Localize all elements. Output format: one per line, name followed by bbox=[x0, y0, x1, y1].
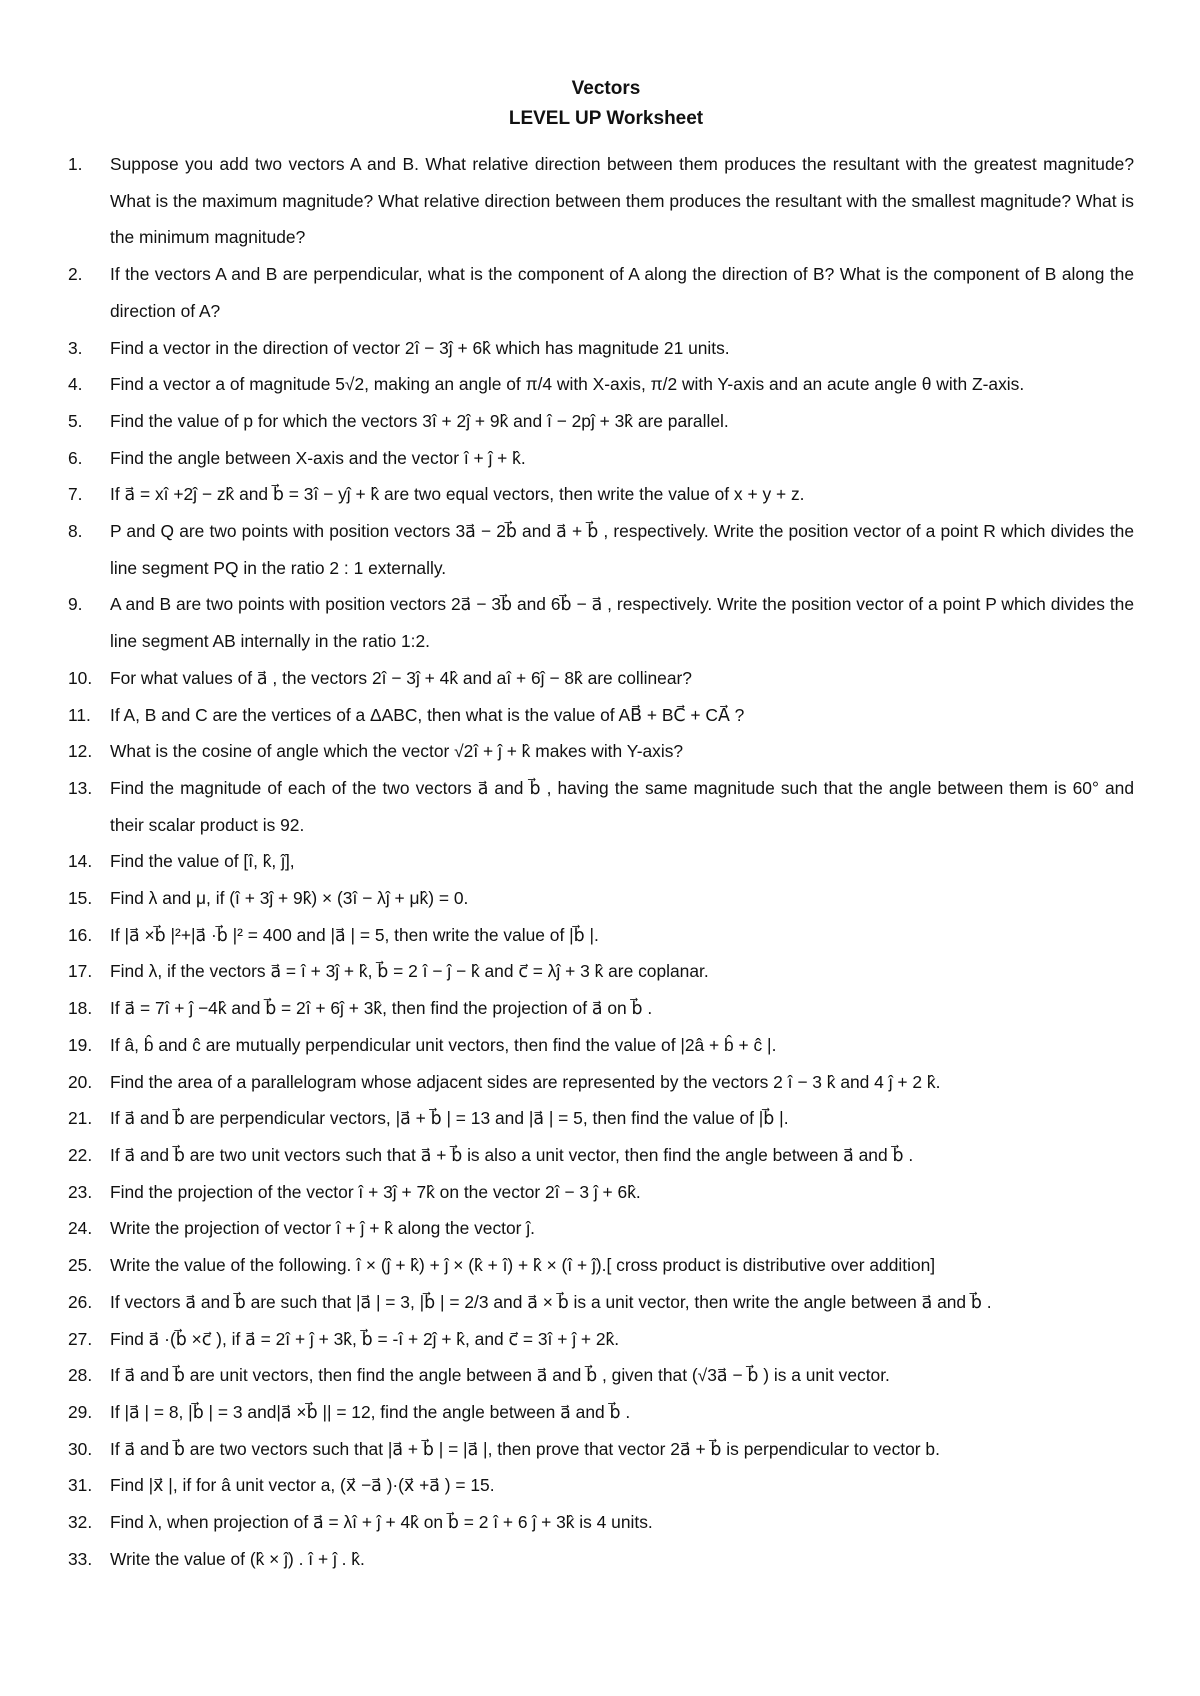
question-number: 14. bbox=[68, 851, 93, 872]
question-text: Write the value of (k̂ × ĵ) . î + ĵ . k̂. bbox=[110, 1548, 365, 1569]
question-text: Find |x⃗ |, if for â unit vector a, (x⃗ −a⃗ )·(x⃗ +a⃗ ) = 15. bbox=[110, 1475, 495, 1496]
question-number: 19. bbox=[68, 1034, 93, 1055]
question-item bbox=[68, 1210, 1134, 1247]
question-number: 7. bbox=[68, 484, 83, 505]
question-number: 27. bbox=[68, 1328, 93, 1349]
question-number: 13. bbox=[68, 777, 93, 798]
question-item bbox=[68, 697, 1134, 734]
question-number: 11. bbox=[68, 704, 91, 725]
question-item bbox=[68, 1394, 1134, 1431]
page-subtitle: LEVEL UP Worksheet bbox=[508, 108, 704, 129]
question-item bbox=[68, 1431, 1134, 1468]
question-number: 29. bbox=[68, 1401, 93, 1422]
question-item bbox=[68, 990, 1134, 1027]
question-text: Suppose you add two vectors A and B. What relative direction between them produces the resultant with the greatest magnitude? What is the maximum magnitude? What relative direction between them produces the resultant with the smallest magnitude? What is the minimum magnitude? bbox=[110, 154, 1134, 248]
question-text: If vectors a⃗ and b⃗ are such that |a⃗ | = 3, |b⃗ | = 2/3 and a⃗ × b⃗ is a unit vector, then write the angle between a⃗ and b⃗ . bbox=[110, 1291, 992, 1312]
question-text: Find λ, if the vectors a⃗ = î + 3ĵ + k̂, b⃗ = 2 î − ĵ − k̂ and c⃗ = λĵ + 3 k̂ are coplanar. bbox=[110, 961, 709, 982]
question-number: 28. bbox=[68, 1365, 93, 1386]
question-item bbox=[68, 330, 1134, 367]
question-text: Find λ and μ, if (î + 3ĵ + 9k̂) × (3î − λĵ + μk̂) = 0. bbox=[110, 888, 469, 909]
question-number: 22. bbox=[68, 1144, 93, 1165]
question-number: 30. bbox=[68, 1438, 93, 1459]
question-number: 23. bbox=[68, 1181, 93, 1202]
question-text: If a⃗ = 7î + ĵ −4k̂ and b⃗ = 2î + 6ĵ + 3k̂, then find the projection of a⃗ on b⃗ . bbox=[110, 998, 653, 1019]
question-text: If a⃗ and b⃗ are two vectors such that |a⃗ + b⃗ | = |a⃗ |, then prove that vector 2a⃗ + b⃗ is perpendicular to vector b. bbox=[110, 1438, 940, 1459]
question-item bbox=[68, 366, 1134, 403]
question-text: If the vectors A and B are perpendicular, what is the component of A along the direction of B? What is the component of B along the direction of A? bbox=[110, 264, 1134, 321]
question-number: 16. bbox=[68, 924, 93, 945]
question-number: 10. bbox=[68, 667, 93, 688]
question-number: 25. bbox=[68, 1255, 93, 1276]
question-number: 21. bbox=[68, 1108, 93, 1129]
question-number: 8. bbox=[68, 521, 83, 542]
question-item bbox=[68, 1174, 1134, 1211]
question-list bbox=[68, 146, 1134, 1577]
question-text: If â, b̂ and ĉ are mutually perpendicular unit vectors, then find the value of |2â + b̂ + ĉ |. bbox=[110, 1034, 777, 1055]
question-number: 32. bbox=[68, 1512, 93, 1533]
question-item bbox=[68, 146, 1134, 256]
question-number: 15. bbox=[68, 888, 93, 909]
question-text: Write the projection of vector î + ĵ + k̂ along the vector ĵ. bbox=[110, 1218, 535, 1239]
question-text: Find λ, when projection of a⃗ = λî + ĵ + 4k̂ on b⃗ = 2 î + 6 ĵ + 3k̂ is 4 units. bbox=[110, 1512, 653, 1533]
question-number: 5. bbox=[68, 410, 83, 431]
question-text: A and B are two points with position vectors 2a⃗ − 3b⃗ and 6b⃗ − a⃗ , respectively. Write the position vector of a point P which divides the line segment AB internally in the ratio 1:2. bbox=[110, 594, 1134, 652]
question-text: Find a⃗ ·(b⃗ ×c⃗ ), if a⃗ = 2î + ĵ + 3k̂, b⃗ = -î + 2ĵ + k̂, and c⃗ = 3î + ĵ + 2k̂. bbox=[110, 1328, 620, 1349]
question-item bbox=[68, 953, 1134, 990]
question-item bbox=[68, 660, 1134, 697]
question-item bbox=[68, 770, 1134, 843]
question-number: 20. bbox=[68, 1071, 93, 1092]
question-text: Find the magnitude of each of the two vectors a⃗ and b⃗ , having the same magnitude such that the angle between them is 60° and their scalar product is 92. bbox=[110, 777, 1134, 835]
question-text: If |a⃗ | = 8, |b⃗ | = 3 and|a⃗ ×b⃗ || = 12, find the angle between a⃗ and b⃗ . bbox=[110, 1401, 631, 1422]
question-number: 9. bbox=[68, 594, 83, 615]
question-text: If A, B and C are the vertices of a ΔABC, then what is the value of AB⃗ + BC⃗ + CA⃗ ? bbox=[110, 704, 745, 725]
question-item bbox=[68, 917, 1134, 954]
question-item bbox=[68, 1137, 1134, 1174]
question-item bbox=[68, 440, 1134, 477]
question-number: 3. bbox=[68, 337, 83, 358]
question-number: 12. bbox=[68, 741, 93, 762]
question-text: If a⃗ and b⃗ are unit vectors, then find the angle between a⃗ and b⃗ , given that (√3a⃗ − b⃗ ) is a unit vector. bbox=[110, 1365, 890, 1386]
question-item bbox=[68, 1321, 1134, 1358]
question-item bbox=[68, 1027, 1134, 1064]
question-item bbox=[68, 1504, 1134, 1541]
question-text: What is the cosine of angle which the vector √2î + ĵ + k̂ makes with Y-axis? bbox=[110, 741, 684, 762]
question-text: For what values of a⃗ , the vectors 2î − 3ĵ + 4k̂ and aî + 6ĵ − 8k̂ are collinear? bbox=[110, 667, 692, 688]
question-number: 4. bbox=[68, 374, 83, 395]
question-item bbox=[68, 1357, 1134, 1394]
question-text: Find the value of [î, k̂, ĵ], bbox=[110, 851, 295, 872]
question-item bbox=[68, 843, 1134, 880]
question-item bbox=[68, 1284, 1134, 1321]
question-item bbox=[68, 1064, 1134, 1101]
question-item bbox=[68, 1247, 1134, 1284]
question-number: 26. bbox=[68, 1291, 93, 1312]
question-text: Find the angle between X-axis and the vector î + ĵ + k̂. bbox=[110, 447, 526, 468]
question-item bbox=[68, 256, 1134, 329]
question-number: 2. bbox=[68, 264, 83, 285]
question-item bbox=[68, 1100, 1134, 1137]
question-text: If a⃗ = xî +2ĵ − zk̂ and b⃗ = 3î − yĵ + k̂ are two equal vectors, then write the value of x + y + z. bbox=[110, 484, 805, 505]
question-item bbox=[68, 1467, 1134, 1504]
question-item bbox=[68, 1541, 1134, 1578]
question-text: If a⃗ and b⃗ are two unit vectors such that a⃗ + b⃗ is also a unit vector, then find the angle between a⃗ and b⃗ . bbox=[110, 1144, 914, 1165]
question-item bbox=[68, 733, 1134, 770]
question-text: Find the value of p for which the vectors 3î + 2ĵ + 9k̂ and î − 2pĵ + 3k̂ are parallel. bbox=[110, 410, 729, 431]
question-text: Find the area of a parallelogram whose adjacent sides are represented by the vectors 2 î − 3 k̂ and 4 ĵ + 2 k̂. bbox=[110, 1071, 941, 1092]
question-text: Find a vector a of magnitude 5√2, making an angle of π/4 with X-axis, π/2 with Y-axis and an acute angle θ with Z-axis. bbox=[110, 374, 1025, 395]
question-text: If a⃗ and b⃗ are perpendicular vectors, |a⃗ + b⃗ | = 13 and |a⃗ | = 5, then find the value of |b⃗ |. bbox=[110, 1108, 789, 1129]
question-number: 24. bbox=[68, 1218, 93, 1239]
question-number: 6. bbox=[68, 447, 83, 468]
question-item bbox=[68, 476, 1134, 513]
question-number: 33. bbox=[68, 1548, 93, 1569]
question-item bbox=[68, 586, 1134, 659]
question-text: If |a⃗ ×b⃗ |²+|a⃗ ·b⃗ |² = 400 and |a⃗ | = 5, then write the value of |b⃗ |. bbox=[110, 924, 599, 945]
question-item bbox=[68, 880, 1134, 917]
page-title: Vectors bbox=[571, 78, 641, 99]
question-text: Find a vector in the direction of vector 2î − 3ĵ + 6k̂ which has magnitude 21 units. bbox=[110, 337, 730, 358]
question-text: Find the projection of the vector î + 3ĵ + 7k̂ on the vector 2î − 3 ĵ + 6k̂. bbox=[110, 1181, 641, 1202]
question-item bbox=[68, 513, 1134, 586]
question-number: 18. bbox=[68, 998, 93, 1019]
question-number: 1. bbox=[68, 154, 83, 174]
question-text: P and Q are two points with position vectors 3a⃗ − 2b⃗ and a⃗ + b⃗ , respectively. Write the position vector of a point R which divides the line segment PQ in the ratio 2 : 1 externally. bbox=[110, 521, 1134, 578]
worksheet-header bbox=[68, 74, 1134, 134]
question-number: 31. bbox=[68, 1475, 93, 1496]
question-item bbox=[68, 403, 1134, 440]
question-number: 17. bbox=[68, 961, 93, 982]
question-text: Write the value of the following. î × (ĵ + k̂) + ĵ × (k̂ + î) + k̂ × (î + ĵ).[ cross product is distributive over addition] bbox=[110, 1255, 936, 1276]
